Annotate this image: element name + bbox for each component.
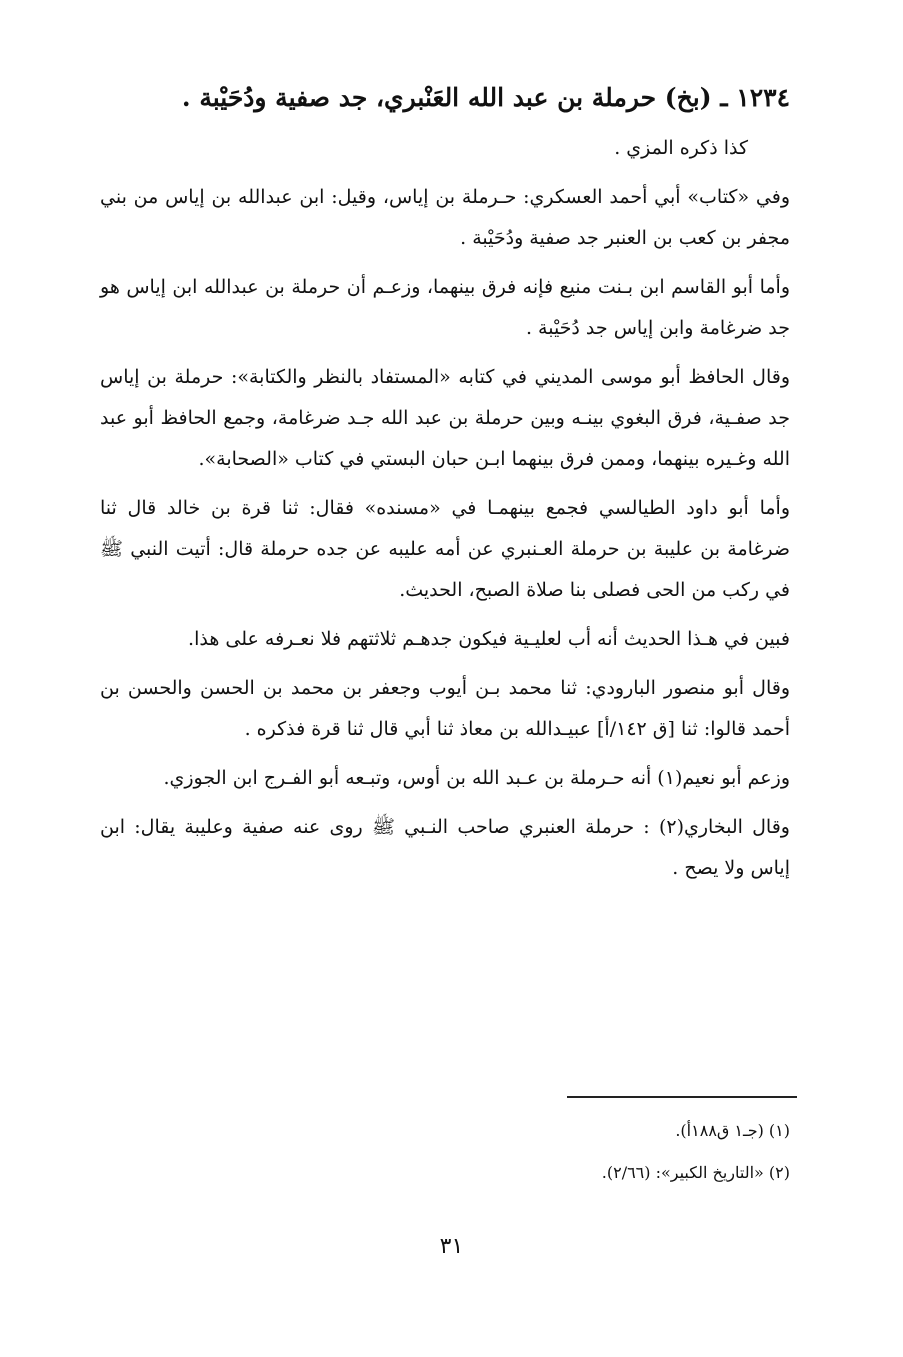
footnote: (٢) «التاريخ الكبير»: (٢/٦٦). bbox=[601, 1163, 790, 1182]
paragraph: كذا ذكره المزي . bbox=[614, 137, 748, 159]
paragraph: وقال البخاري(٢) : حرملة العنبري صاحب النـبي ﷺ روى عنه صفية وعليبة يقال: ابن إياس ولا يصح . bbox=[100, 816, 790, 879]
footnote: (١) (جـ١ ق١٨٨أ). bbox=[675, 1121, 790, 1140]
page-number: ٣١ bbox=[439, 1234, 464, 1259]
paragraph: وأما أبو داود الطيالسي فجمع بينهمـا في «مسنده» فقال: ثنا قرة بن خالد قال ثنا ضرغامة بن عليبة بن حرملة العـنبري عن أمه عليبه عن جده حرملة قال: أتيت النبي ﷺ في ركب من الحى فصلى بنا صلاة الصبح، الحديث. bbox=[100, 497, 790, 601]
paragraph: وزعم أبو نعيم(١) أنه حـرملة بن عـبد الله بن أوس، وتبـعه أبو الفـرج ابن الجوزي. bbox=[163, 767, 790, 789]
footnote-divider bbox=[567, 1096, 797, 1098]
body-text bbox=[100, 128, 790, 889]
paragraph: وقال الحافظ أبو موسى المديني في كتابه «المستفاد بالنظر والكتابة»: حرملة بن إياس جد صفـية، فرق البغوي بينـه وبين حرملة بن عبد الله جـد ضرغامة، وجمع الحافظ أبو عبد الله وغـيره بينهما، وممن فرق بينهما ابـن حبان البستي في كتاب «الصحابة». bbox=[100, 366, 790, 470]
paragraph: وقال أبو منصور البارودي: ثنا محمد بـن أيوب وجعفر بن محمد بن الحسن والحسن بن أحمد قالوا: ثنا [ق ١٤٢/أ] عبيـدالله بن معاذ ثنا أبي قال ثنا قرة فذكره . bbox=[100, 677, 790, 740]
paragraph: وفي «كتاب» أبي أحمد العسكري: حـرملة بن إياس، وقيل: ابن عبدالله بن إياس من بني مجفر بن كعب بن العنبر جد صفية ودُحَيْبة . bbox=[100, 186, 790, 249]
footnotes bbox=[400, 1110, 790, 1194]
entry-heading: ١٢٣٤ ـ (بخ) حرملة بن عبد الله العَنْبري، جد صفية ودُحَيْبة . bbox=[181, 83, 790, 112]
paragraph: وأما أبو القاسم ابن بـنت منيع فإنه فرق بينهما، وزعـم أن حرملة بن عبدالله ابن إياس هو جد ضرغامة وابن إياس جد دُحَيْبة . bbox=[100, 276, 790, 339]
paragraph: فبين في هـذا الحديث أنه أب لعليـية فيكون جدهـم ثلاثتهم فلا نعـرفه على هذا. bbox=[188, 628, 790, 650]
